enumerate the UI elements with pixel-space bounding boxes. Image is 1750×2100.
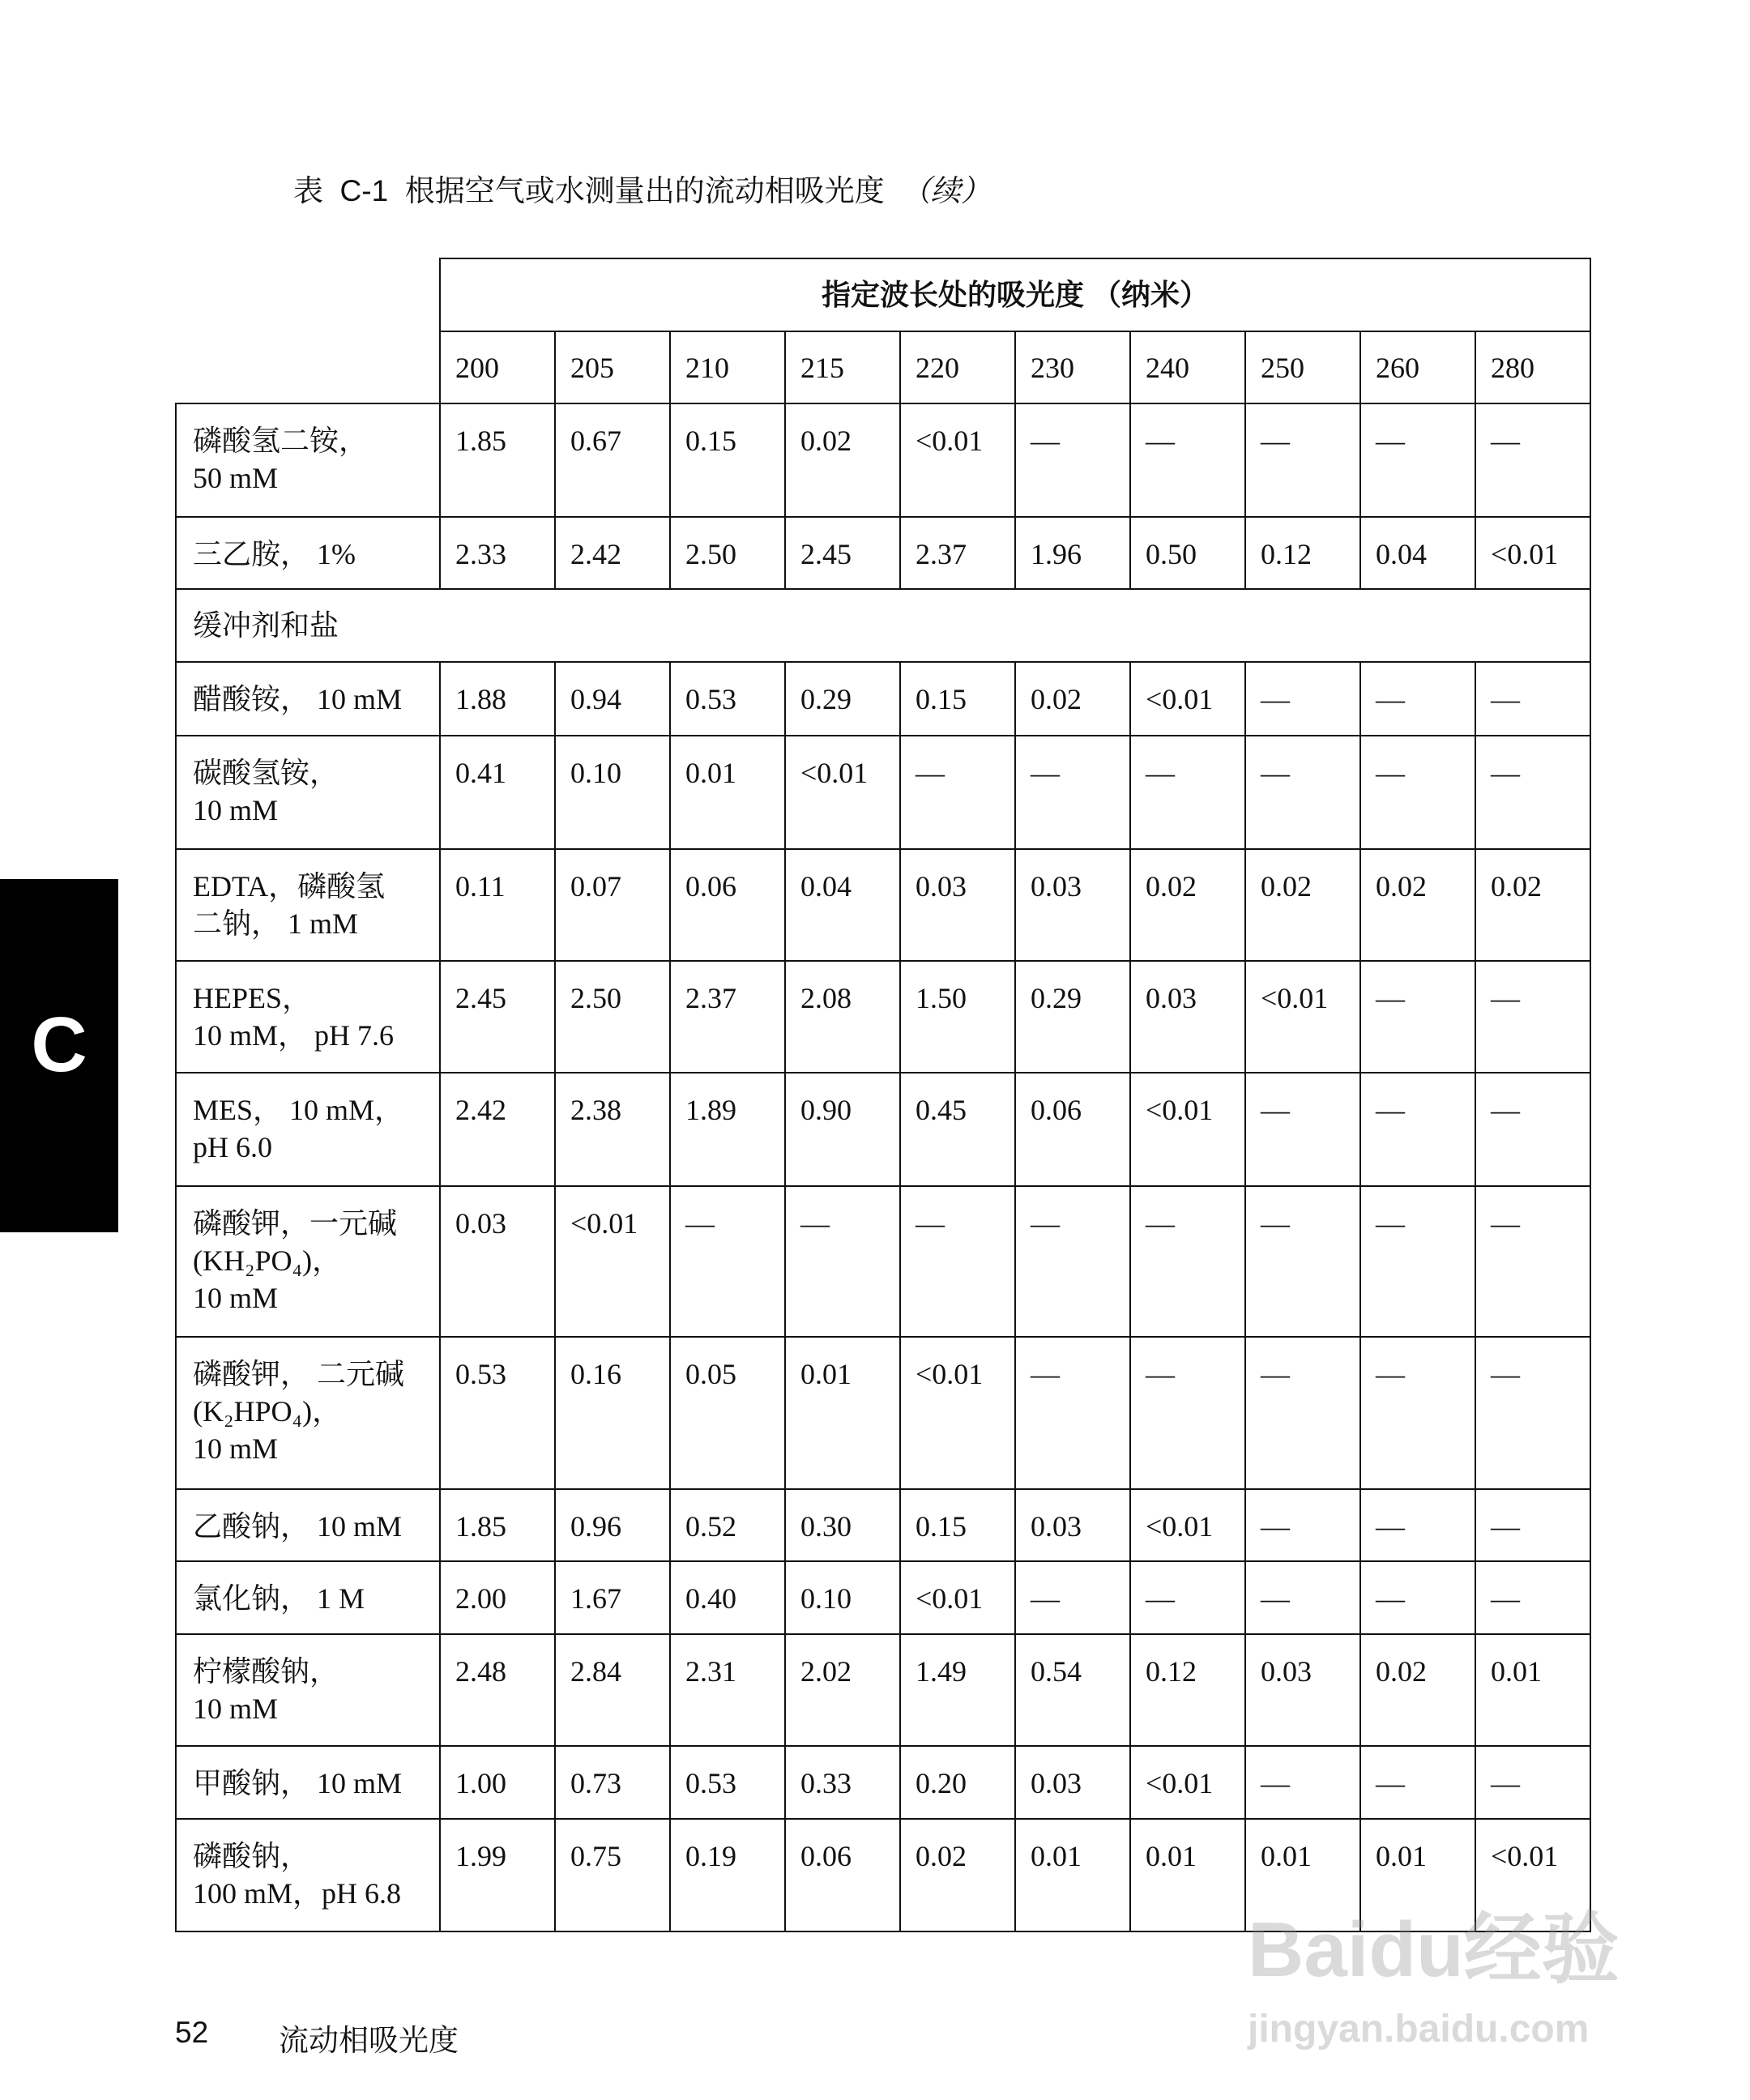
row-label-line: 10 mM， pH 7.6	[193, 1019, 395, 1052]
watermark	[1248, 1888, 1620, 2051]
absorbance-cell: 1.88	[440, 662, 555, 736]
row-label-line: 氯化钠， 1 M	[193, 1582, 365, 1615]
table-row	[176, 1337, 1590, 1489]
absorbance-cell: —	[1245, 1186, 1360, 1337]
absorbance-cell: —	[1475, 1561, 1590, 1634]
absorbance-cell: —	[1245, 1073, 1360, 1186]
row-label-line: 碳酸氢铵，	[193, 757, 339, 789]
absorbance-cell: 0.20	[900, 1746, 1015, 1819]
absorbance-cell: —	[1245, 1561, 1360, 1634]
row-label	[176, 403, 440, 517]
absorbance-cell: 0.15	[900, 1489, 1015, 1561]
absorbance-cell: 0.03	[1015, 849, 1130, 961]
absorbance-cell: —	[1015, 1337, 1130, 1489]
absorbance-cell: —	[1015, 736, 1130, 849]
group-header-row	[176, 258, 1590, 331]
absorbance-cell: —	[1130, 403, 1245, 517]
absorbance-cell: 0.03	[1130, 961, 1245, 1073]
absorbance-cell: 1.50	[900, 961, 1015, 1073]
caption-text: 表 C-1 根据空气或水测量出的流动相吸光度	[293, 174, 885, 207]
absorbance-cell: —	[1015, 1186, 1130, 1337]
absorbance-cell: —	[1360, 662, 1475, 736]
absorbance-cell: <0.01	[785, 736, 900, 849]
absorbance-cell: 0.02	[1360, 1634, 1475, 1746]
corner-cell	[176, 258, 440, 331]
absorbance-cell: 0.01	[1015, 1819, 1130, 1931]
table-row	[176, 1489, 1590, 1561]
row-label-line: 柠檬酸钠，	[193, 1655, 339, 1688]
table-row	[176, 849, 1590, 961]
absorbance-cell: —	[1475, 1746, 1590, 1819]
absorbance-cell: —	[1475, 961, 1590, 1073]
absorbance-cell: —	[1360, 1073, 1475, 1186]
row-label-line: 甲酸钠， 10 mM	[193, 1767, 403, 1799]
absorbance-cell: —	[1475, 736, 1590, 849]
absorbance-cell: —	[1360, 1337, 1475, 1489]
absorbance-cell: 2.45	[785, 517, 900, 589]
row-label-line: MES， 10 mM，	[193, 1094, 404, 1126]
absorbance-cell: 0.54	[1015, 1634, 1130, 1746]
absorbance-cell: 0.04	[785, 849, 900, 961]
absorbance-cell: 0.03	[440, 1186, 555, 1337]
absorbance-cell: —	[1475, 1337, 1590, 1489]
absorbance-cell: <0.01	[555, 1186, 670, 1337]
wavelength-header: 200	[440, 331, 555, 403]
absorbance-cell: 1.00	[440, 1746, 555, 1819]
row-label-line: 三乙胺， 1%	[193, 538, 356, 570]
row-label	[176, 1819, 440, 1931]
wavelength-header: 220	[900, 331, 1015, 403]
absorbance-cell: <0.01	[1130, 1073, 1245, 1186]
absorbance-cell: 0.10	[555, 736, 670, 849]
absorbance-cell: 2.42	[440, 1073, 555, 1186]
row-label-line: (K₂HPO₄)，	[193, 1395, 342, 1428]
table-row	[176, 1073, 1590, 1186]
absorbance-cell: 0.12	[1245, 517, 1360, 589]
absorbance-cell: —	[1015, 1561, 1130, 1634]
table-row	[176, 517, 1590, 589]
absorbance-cell: 0.03	[1015, 1489, 1130, 1561]
absorbance-cell: 0.05	[670, 1337, 785, 1489]
absorbance-cell: 0.15	[670, 403, 785, 517]
absorbance-cell: 0.16	[555, 1337, 670, 1489]
row-label	[176, 849, 440, 961]
absorbance-cell: —	[1475, 1073, 1590, 1186]
absorbance-cell: 0.30	[785, 1489, 900, 1561]
absorbance-cell: 0.02	[1475, 849, 1590, 961]
absorbance-cell: 0.01	[670, 736, 785, 849]
absorbance-cell: <0.01	[1245, 961, 1360, 1073]
group-header: 指定波长处的吸光度 （纳米）	[440, 258, 1590, 331]
absorbance-cell: 0.73	[555, 1746, 670, 1819]
absorbance-cell: —	[900, 1186, 1015, 1337]
absorbance-cell: 0.75	[555, 1819, 670, 1931]
table-row	[176, 662, 1590, 736]
row-label-line: 50 mM	[193, 462, 279, 494]
row-label-line: EDTA，磷酸氢	[193, 870, 386, 903]
wavelength-header: 230	[1015, 331, 1130, 403]
absorbance-cell: —	[1475, 1489, 1590, 1561]
absorbance-cell: —	[1360, 1746, 1475, 1819]
absorbance-cell: 0.02	[1245, 849, 1360, 961]
absorbance-cell: 0.15	[900, 662, 1015, 736]
table-caption	[293, 166, 991, 210]
absorbance-cell: 0.02	[900, 1819, 1015, 1931]
absorbance-cell: 0.02	[1015, 662, 1130, 736]
wavelength-header: 205	[555, 331, 670, 403]
absorbance-cell: 0.52	[670, 1489, 785, 1561]
row-label-line: 磷酸氢二铵，	[193, 425, 369, 457]
row-label-line: 10 mM	[193, 1692, 279, 1725]
absorbance-cell: —	[1475, 403, 1590, 517]
absorbance-cell: 0.06	[670, 849, 785, 961]
absorbance-cell: —	[785, 1186, 900, 1337]
absorbance-cell: 0.01	[1245, 1819, 1360, 1931]
row-label-line: 磷酸钠，	[193, 1840, 310, 1872]
absorbance-cell: 0.11	[440, 849, 555, 961]
absorbance-cell: —	[1360, 403, 1475, 517]
corner-cell	[176, 331, 440, 403]
row-label-line: 磷酸钾，一元碱	[193, 1207, 398, 1240]
absorbance-cell: 2.50	[670, 517, 785, 589]
absorbance-cell: 1.85	[440, 1489, 555, 1561]
absorbance-cell: 2.50	[555, 961, 670, 1073]
row-label	[176, 736, 440, 849]
absorbance-cell: —	[1015, 403, 1130, 517]
absorbance-cell: 0.41	[440, 736, 555, 849]
absorbance-cell: 0.02	[785, 403, 900, 517]
absorbance-cell: 0.02	[1130, 849, 1245, 961]
footer-section-title: 流动相吸光度	[279, 2024, 459, 2057]
absorbance-cell: 0.01	[1475, 1634, 1590, 1746]
absorbance-cell: 0.53	[440, 1337, 555, 1489]
absorbance-cell: 0.96	[555, 1489, 670, 1561]
absorbance-cell: —	[1245, 736, 1360, 849]
absorbance-cell: <0.01	[1130, 1746, 1245, 1819]
absorbance-cell: <0.01	[1475, 517, 1590, 589]
absorbance-cell: 0.53	[670, 1746, 785, 1819]
absorbance-cell: 0.07	[555, 849, 670, 961]
row-label	[176, 1489, 440, 1561]
table-row	[176, 1561, 1590, 1634]
wavelength-header-row	[176, 331, 1590, 403]
absorbance-cell: —	[1245, 1337, 1360, 1489]
wavelength-header: 250	[1245, 331, 1360, 403]
absorbance-cell: <0.01	[900, 403, 1015, 517]
absorbance-cell: 2.84	[555, 1634, 670, 1746]
absorbance-cell: 1.67	[555, 1561, 670, 1634]
absorbance-cell: 1.99	[440, 1819, 555, 1931]
row-label	[176, 1337, 440, 1489]
absorbance-cell: 2.33	[440, 517, 555, 589]
absorbance-cell: 2.48	[440, 1634, 555, 1746]
absorbance-cell: 0.90	[785, 1073, 900, 1186]
row-label-line: pH 6.0	[193, 1131, 272, 1163]
absorbance-cell: 2.38	[555, 1073, 670, 1186]
row-label-line: 10 mM	[193, 794, 279, 826]
watermark-logo: Baidu经验	[1248, 1906, 1620, 1993]
absorbance-cell: 2.42	[555, 517, 670, 589]
absorbance-cell: —	[1360, 736, 1475, 849]
absorbance-cell: <0.01	[900, 1337, 1015, 1489]
table-row	[176, 961, 1590, 1073]
absorbance-cell: <0.01	[1130, 1489, 1245, 1561]
absorbance-cell: 0.04	[1360, 517, 1475, 589]
absorbance-cell: —	[1360, 1186, 1475, 1337]
absorbance-cell: <0.01	[900, 1561, 1015, 1634]
absorbance-cell: 1.49	[900, 1634, 1015, 1746]
table-row	[176, 1186, 1590, 1337]
row-label	[176, 961, 440, 1073]
row-label-line: 10 mM	[193, 1432, 279, 1465]
row-label	[176, 517, 440, 589]
absorbance-cell: —	[900, 736, 1015, 849]
absorbance-cell: —	[1475, 1186, 1590, 1337]
wavelength-header: 240	[1130, 331, 1245, 403]
absorbance-cell: —	[670, 1186, 785, 1337]
absorbance-cell: 0.06	[785, 1819, 900, 1931]
row-label	[176, 1561, 440, 1634]
row-label-line: 10 mM	[193, 1282, 279, 1314]
absorbance-cell: 0.50	[1130, 517, 1245, 589]
absorbance-cell: —	[1360, 1489, 1475, 1561]
chapter-tab	[0, 879, 118, 1232]
caption-continued: （续）	[900, 174, 991, 207]
absorbance-cell: —	[1245, 403, 1360, 517]
section-label: 缓冲剂和盐	[176, 589, 1590, 662]
absorbance-cell: 0.03	[1245, 1634, 1360, 1746]
absorbance-cell: 0.53	[670, 662, 785, 736]
row-label	[176, 1186, 440, 1337]
absorbance-cell: 2.45	[440, 961, 555, 1073]
absorbance-cell: 0.06	[1015, 1073, 1130, 1186]
absorbance-cell: 0.01	[1130, 1819, 1245, 1931]
row-label-line: HEPES，	[193, 982, 312, 1014]
absorbance-cell: —	[1475, 662, 1590, 736]
absorbance-cell: 0.45	[900, 1073, 1015, 1186]
table-row	[176, 1746, 1590, 1819]
absorbance-cell: 0.01	[785, 1337, 900, 1489]
absorbance-cell: 2.02	[785, 1634, 900, 1746]
absorbance-cell: 1.89	[670, 1073, 785, 1186]
absorbance-cell: —	[1130, 736, 1245, 849]
absorbance-cell: —	[1360, 1561, 1475, 1634]
absorbance-cell: 0.12	[1130, 1634, 1245, 1746]
absorbance-cell: 2.31	[670, 1634, 785, 1746]
absorbance-cell: 0.19	[670, 1819, 785, 1931]
absorbance-cell: —	[1245, 662, 1360, 736]
row-label	[176, 1634, 440, 1746]
absorbance-cell: 2.37	[900, 517, 1015, 589]
watermark-url: jingyan.baidu.com	[1248, 2008, 1590, 2051]
absorbance-cell: —	[1360, 961, 1475, 1073]
absorbance-cell: 1.85	[440, 403, 555, 517]
absorbance-cell: 0.94	[555, 662, 670, 736]
absorbance-cell: —	[1130, 1337, 1245, 1489]
wavelength-header: 280	[1475, 331, 1590, 403]
row-label-line: (KH₂PO₄)，	[193, 1244, 342, 1277]
absorbance-cell: —	[1130, 1186, 1245, 1337]
absorbance-cell: <0.01	[1130, 662, 1245, 736]
absorbance-cell: 0.33	[785, 1746, 900, 1819]
absorbance-cell: 1.96	[1015, 517, 1130, 589]
row-label	[176, 662, 440, 736]
row-label	[176, 1073, 440, 1186]
absorbance-cell: 0.03	[1015, 1746, 1130, 1819]
absorbance-cell: —	[1130, 1561, 1245, 1634]
wavelength-header: 210	[670, 331, 785, 403]
absorbance-table	[175, 258, 1591, 1932]
absorbance-cell: —	[1245, 1746, 1360, 1819]
row-label-line: 乙酸钠， 10 mM	[193, 1510, 403, 1543]
absorbance-cell: <0.01	[1475, 1819, 1590, 1931]
absorbance-cell: 0.29	[785, 662, 900, 736]
absorbance-cell: 2.08	[785, 961, 900, 1073]
section-row	[176, 589, 1590, 662]
absorbance-cell: 0.10	[785, 1561, 900, 1634]
row-label	[176, 1746, 440, 1819]
table-row	[176, 403, 1590, 517]
row-label-line: 二钠， 1 mM	[193, 907, 359, 940]
table-row	[176, 736, 1590, 849]
row-label-line: 磷酸钾， 二元碱	[193, 1358, 405, 1390]
page-number: 52	[175, 2016, 209, 2049]
absorbance-cell: 2.00	[440, 1561, 555, 1634]
chapter-letter: C	[31, 1001, 88, 1088]
table-row	[176, 1634, 1590, 1746]
absorbance-cell: 0.01	[1360, 1819, 1475, 1931]
absorbance-cell: 0.02	[1360, 849, 1475, 961]
row-label-line: 醋酸铵， 10 mM	[193, 683, 403, 715]
absorbance-cell: 0.40	[670, 1561, 785, 1634]
row-label-line: 100 mM，pH 6.8	[193, 1877, 402, 1910]
absorbance-cell: 2.37	[670, 961, 785, 1073]
wavelength-header: 215	[785, 331, 900, 403]
absorbance-cell: 0.67	[555, 403, 670, 517]
absorbance-cell: —	[1245, 1489, 1360, 1561]
table-body	[176, 403, 1590, 1931]
wavelength-header: 260	[1360, 331, 1475, 403]
absorbance-cell: 0.29	[1015, 961, 1130, 1073]
absorbance-cell: 0.03	[900, 849, 1015, 961]
